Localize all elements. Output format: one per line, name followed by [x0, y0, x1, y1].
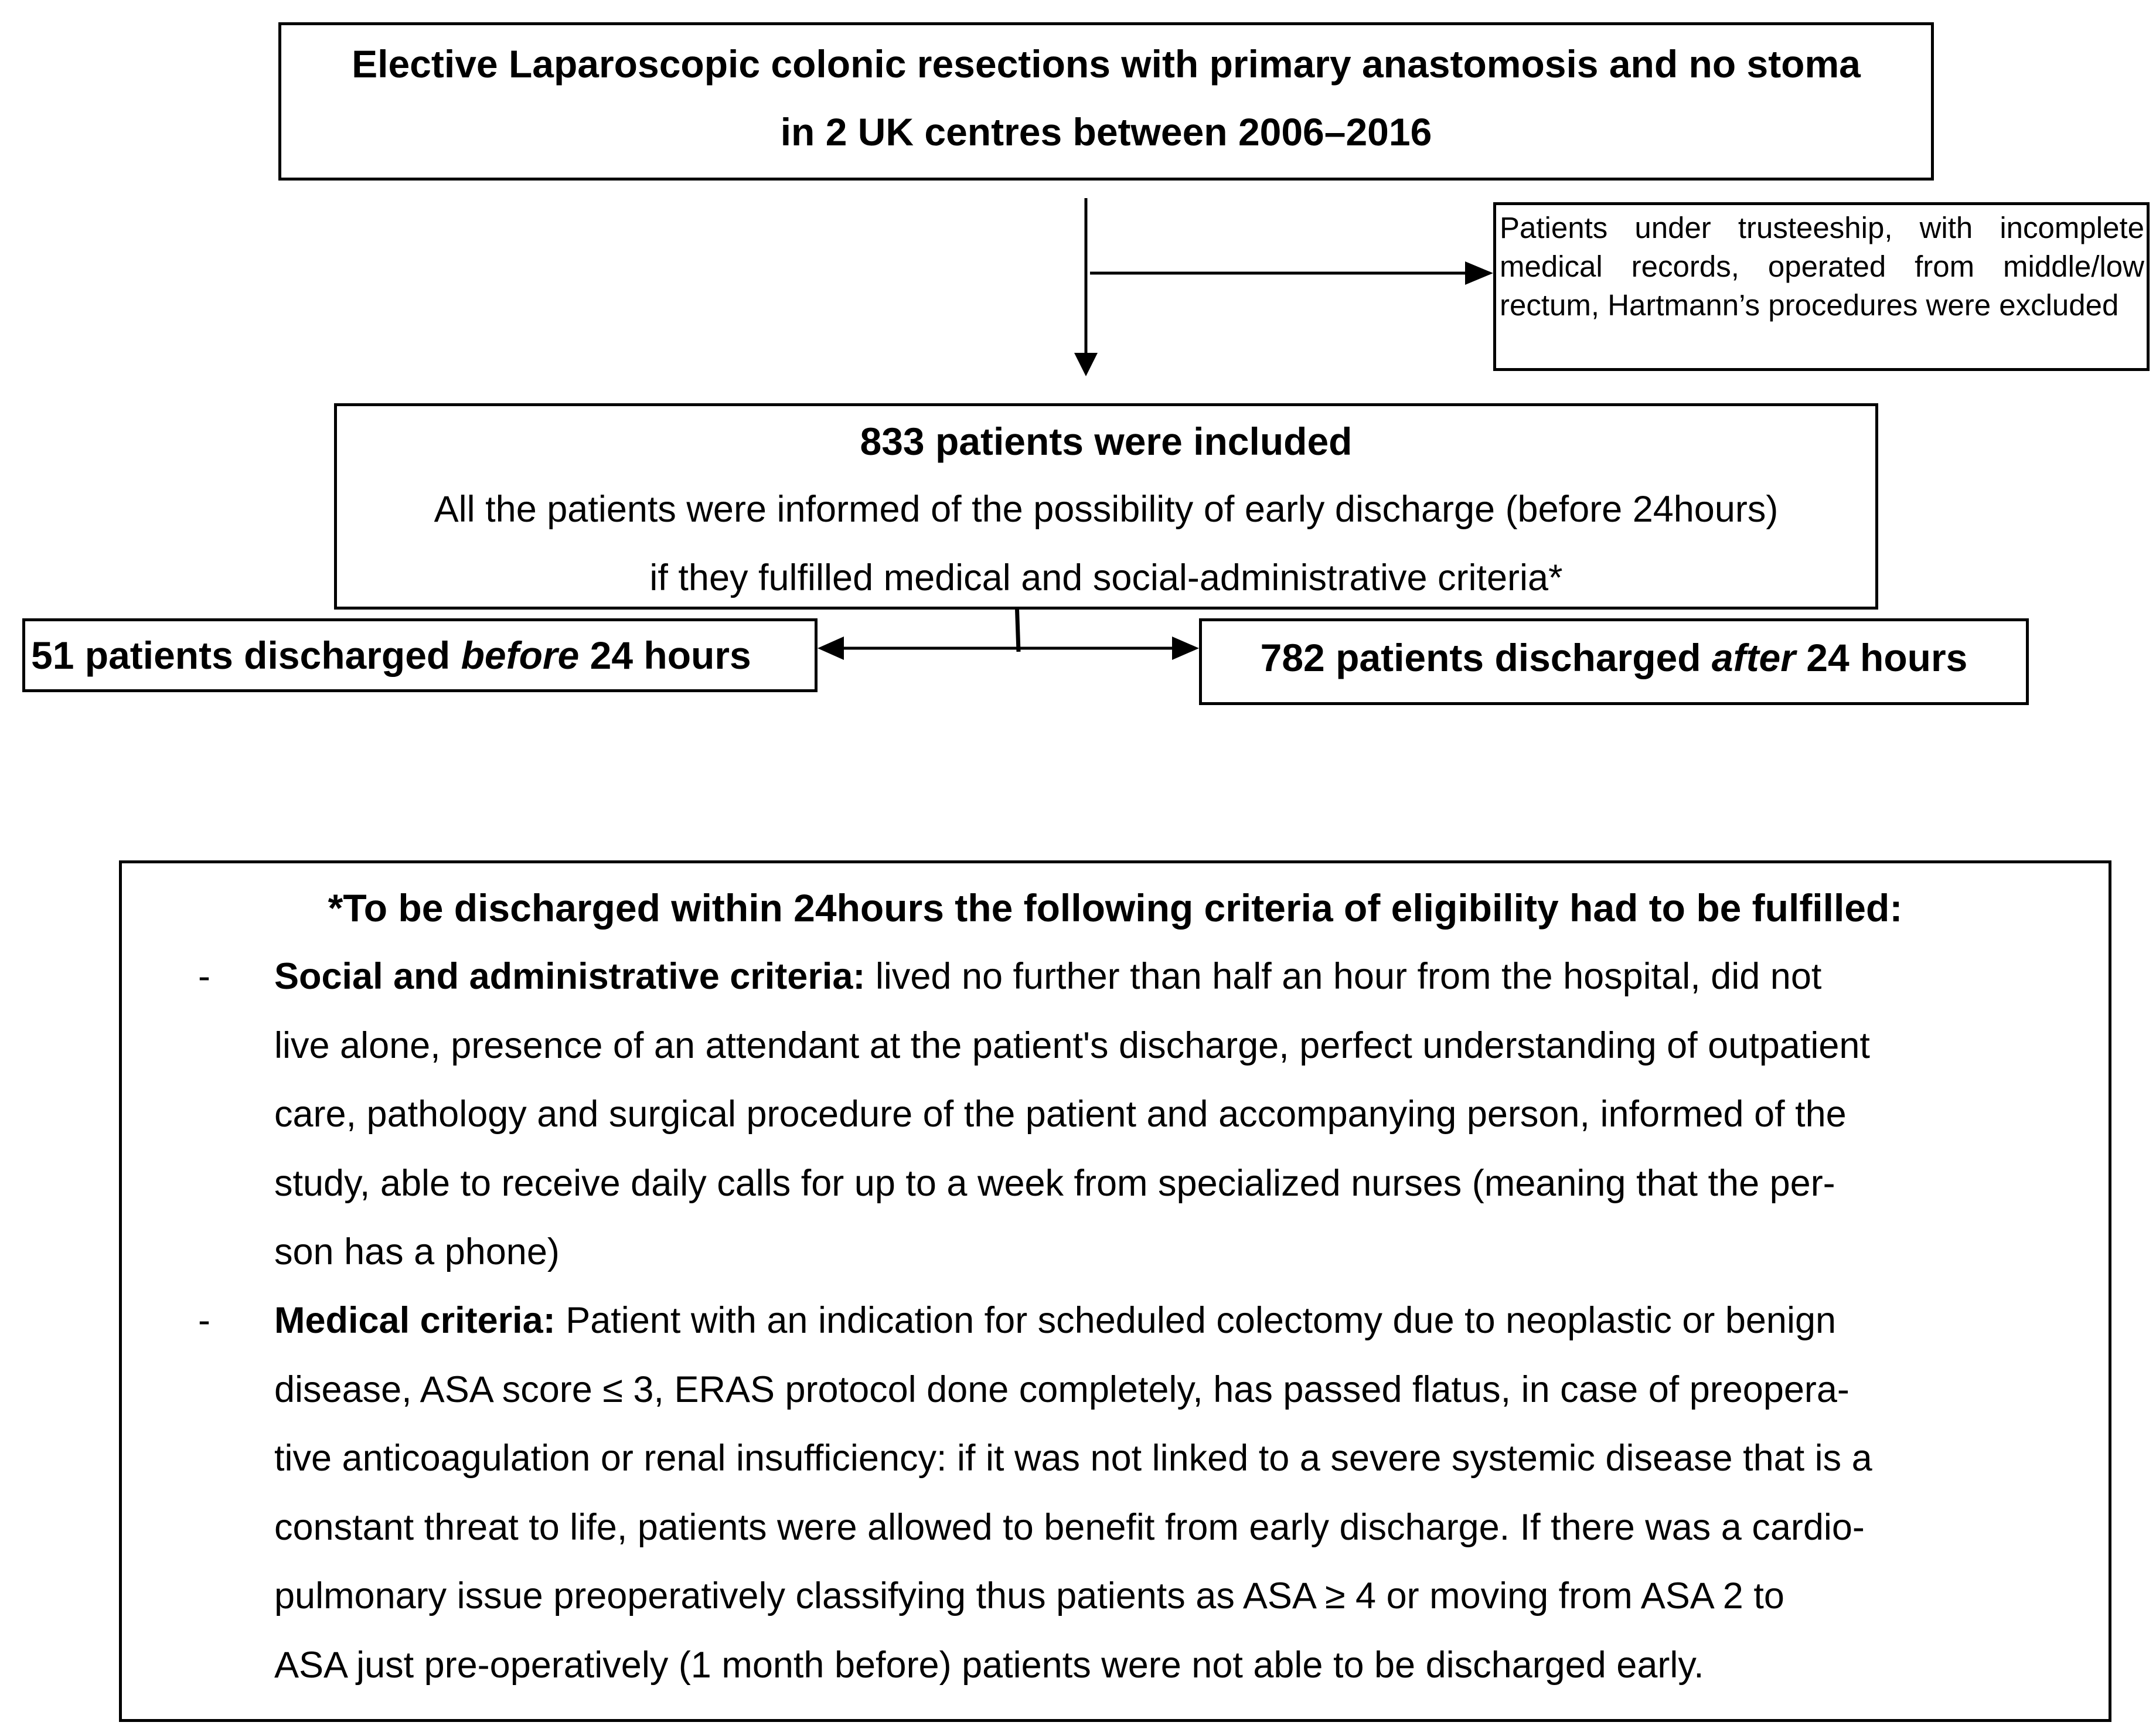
- criteria-medical-body: [274, 1286, 2103, 1700]
- discharged-after-label: 782 patients discharged after 24 hours: [1260, 636, 1968, 679]
- source-population-line2: in 2 UK centres between 2006–2016: [780, 110, 1432, 154]
- included-box: [334, 403, 1878, 610]
- exclusion-box: [1493, 202, 2150, 371]
- criteria-medical-line: ASA just pre-operatively (1 month before) patients were not able to be discharged early.: [274, 1644, 1704, 1686]
- exclusion-text: Patients under trusteeship, with incomplete medical records, operated from middle/low rectum, Hartmann’s procedures were excluded: [1500, 211, 2144, 322]
- criteria-medical-line: constant threat to life, patients were allowed to benefit from early discharge. If there was a cardio-: [274, 1506, 1865, 1548]
- criteria-heading: *To be discharged within 24hours the following criteria of eligibility had to be fulfilled:: [328, 886, 1903, 930]
- criteria-medical-label: Medical criteria:: [274, 1300, 556, 1341]
- discharged-after-box: [1199, 618, 2029, 705]
- criteria-social-label: Social and administrative criteria:: [274, 956, 866, 997]
- criteria-social-body: [274, 942, 2103, 1287]
- arrowhead-main-down: [1074, 353, 1098, 376]
- arrowhead-to-before: [818, 637, 844, 660]
- bullet-dash: -: [198, 956, 210, 997]
- arrowhead-to-after: [1172, 637, 1199, 660]
- source-population-line1: Elective Laparoscopic colonic resections with primary anastomosis and no stoma: [352, 42, 1861, 86]
- criteria-medical-line: tive anticoagulation or renal insufficiency: if it was not linked to a severe systemic disease that is a: [274, 1438, 1872, 1479]
- arrowhead-exclusion: [1465, 261, 1493, 285]
- criteria-social-line: care, pathology and surgical procedure of the patient and accompanying person, informed of the: [274, 1094, 1847, 1135]
- criteria-medical-line: pulmonary issue preoperatively classifying thus patients as ASA ≥ 4 or moving from ASA 2 to: [274, 1575, 1784, 1616]
- discharged-before-label: 51 patients discharged before 24 hours: [31, 634, 751, 677]
- criteria-social-line: study, able to receive daily calls for up to a week from specialized nurses (meaning that the per-: [274, 1162, 1835, 1204]
- criteria-social-line: Social and administrative criteria: lived no further than half an hour from the hospital, did not: [274, 956, 1822, 997]
- included-line2: if they fulfilled medical and social-administrative criteria*: [649, 557, 1563, 598]
- criteria-medical-line: disease, ASA score ≤ 3, ERAS protocol done completely, has passed flatus, in case of preopera-: [274, 1369, 1850, 1410]
- criteria-medical-line: Medical criteria: Patient with an indication for scheduled colectomy due to neoplastic or benign: [274, 1300, 1837, 1341]
- included-title: 833 patients were included: [860, 420, 1353, 463]
- source-population-box: [278, 22, 1934, 181]
- bullet-dash: -: [198, 1300, 210, 1341]
- criteria-social-line: live alone, presence of an attendant at the patient's discharge, perfect understanding of outpatient: [274, 1025, 1870, 1066]
- criteria-social-line: son has a phone): [274, 1231, 560, 1272]
- included-line1: All the patients were informed of the possibility of early discharge (before 24hours): [434, 489, 1779, 530]
- discharged-before-box: [22, 618, 818, 692]
- criteria-box: [119, 860, 2111, 1722]
